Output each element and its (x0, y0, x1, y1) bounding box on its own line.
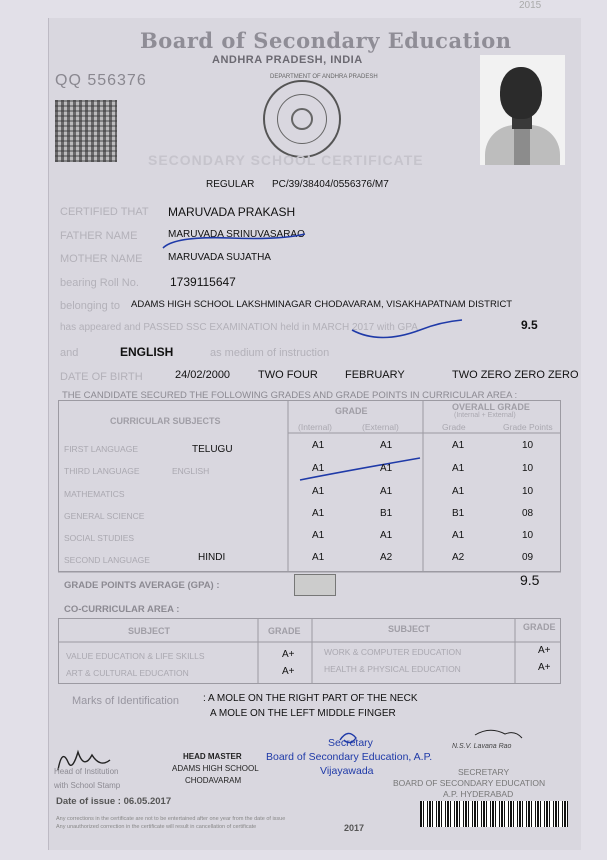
cc-col-subject-right: SUBJECT (388, 624, 431, 634)
row-grade: A2 (452, 552, 465, 563)
roll-number: 1739115647 (170, 275, 236, 289)
row-points: 08 (522, 508, 534, 519)
dob-month-words: FEBRUARY (345, 369, 405, 381)
col-points: Grade Points (503, 422, 553, 432)
row-label: GENERAL SCIENCE (64, 511, 145, 521)
row-points: 10 (522, 440, 534, 451)
row-grade: A1 (452, 486, 465, 497)
candidate-name: MARUVADA PRAKASH (168, 205, 296, 219)
row-external: A1 (380, 530, 393, 541)
cc-col-grade-right: GRADE (523, 622, 556, 632)
row-grade: B1 (452, 508, 465, 519)
row-internal: A1 (312, 552, 325, 563)
row-subject: ENGLISH (172, 466, 210, 476)
curricular-intro: THE CANDIDATE SECURED THE FOLLOWING GRADES AND GRADE POINTS IN CURRICULAR AREA : (62, 390, 518, 401)
col-overall-sub: (Internal + External) (454, 412, 516, 419)
certificate-type: REGULAR (206, 179, 255, 190)
cc-col-grade-left: GRADE (268, 626, 301, 636)
cc-left-grade: A+ (282, 666, 295, 677)
row-internal: A1 (312, 530, 325, 541)
row-points: 09 (522, 552, 534, 563)
footer-year: 2017 (344, 823, 365, 833)
cc-right-subject: WORK & COMPUTER EDUCATION (324, 647, 462, 657)
secretary-board: BOARD OF SECONDARY EDUCATION (393, 778, 546, 788)
hm-stamp-line-3: CHODAVARAM (185, 776, 242, 785)
row-subject: HINDI (198, 552, 226, 563)
gpa-value: 9.5 (520, 572, 540, 588)
row-label: FIRST LANGUAGE (64, 444, 138, 454)
col-grade: GRADE (335, 406, 368, 416)
col-external: (External) (362, 422, 399, 432)
medium: ENGLISH (120, 345, 174, 359)
row-grade: A1 (452, 463, 465, 474)
col-internal: (Internal) (298, 422, 333, 432)
row-internal: A1 (312, 440, 325, 451)
secretary-signature: N.S.V. Lavana Rao (452, 743, 512, 750)
stamp-label: with School Stamp (54, 781, 121, 790)
cc-right-grade: A+ (538, 645, 551, 656)
father-name: MARUVADA SRINUVASARAO (168, 229, 305, 240)
passed-text: has appeared and PASSED SSC EXAMINATION held in MARCH 2017 with GPA (60, 322, 418, 333)
cc-left-subject: VALUE EDUCATION & LIFE SKILLS (66, 651, 205, 661)
belonging-label: belonging to (60, 300, 120, 312)
row-label: MATHEMATICS (64, 489, 125, 499)
dob-label: DATE OF BIRTH (60, 371, 143, 383)
row-external: B1 (380, 508, 393, 519)
certificate-title: SECONDARY SCHOOL CERTIFICATE (148, 152, 424, 168)
secretary-place: A.P. HYDERABAD (443, 789, 514, 799)
issue-date: Date of issue : 06.05.2017 (56, 796, 172, 807)
serial-number: QQ 556376 (55, 72, 147, 89)
hm-stamp-line-1: HEAD MASTER (183, 752, 242, 761)
mother-label: MOTHER NAME (60, 253, 143, 265)
dob-day-words: TWO FOUR (258, 369, 318, 381)
medium-label: as medium of instruction (210, 347, 330, 359)
barcode-icon (420, 801, 568, 827)
and-label: and (60, 347, 79, 359)
row-external: A1 (380, 486, 393, 497)
identification-mark-2: A MOLE ON THE LEFT MIDDLE FINGER (210, 708, 396, 719)
cc-col-subject-left: SUBJECT (128, 626, 171, 636)
cc-right-grade: A+ (538, 662, 551, 673)
row-internal: A1 (312, 486, 325, 497)
cc-left-subject: ART & CULTURAL EDUCATION (66, 668, 189, 678)
row-subject: TELUGU (192, 444, 233, 455)
row-external: A1 (380, 463, 393, 474)
secretary-stamp-3: Vijayawada (320, 765, 374, 777)
footnote-2: Any unauthorized correction in the certificate will result in cancellation of certificate (56, 824, 257, 830)
state-name: ANDHRA PRADESH, INDIA (212, 54, 363, 66)
row-grade: A1 (452, 440, 465, 451)
certified-label: CERTIFIED THAT (60, 206, 149, 218)
secretary-stamp-1: Secretary (328, 737, 373, 749)
roll-label: bearing Roll No. (60, 277, 139, 289)
row-external: A1 (380, 440, 393, 451)
secretary-label: SECRETARY (458, 767, 510, 777)
reference-number: PC/39/38404/0556376/M7 (272, 179, 389, 190)
secretary-stamp-2: Board of Secondary Education, A.P. (266, 751, 433, 763)
row-points: 10 (522, 530, 534, 541)
row-external: A2 (380, 552, 393, 563)
footnote-1: Any corrections in the certificate are not to be entertained after one year from the date of issue (56, 816, 286, 822)
col-grade2: Grade (442, 422, 466, 432)
father-label: FATHER NAME (60, 230, 138, 242)
board-name: Board of Secondary Education (140, 28, 512, 53)
row-label: THIRD LANGUAGE (64, 466, 140, 476)
gpa-inline: 9.5 (521, 318, 538, 332)
seal-caption: DEPARTMENT OF ANDHRA PRADESH (270, 74, 378, 80)
corner-year: 2015 (519, 0, 542, 11)
school-name: ADAMS HIGH SCHOOL LAKSHMINAGAR CHODAVARAM, VISAKHAPATNAM DISTRICT (131, 299, 513, 310)
row-label: SECOND LANGUAGE (64, 555, 150, 565)
mother-name: MARUVADA SUJATHA (168, 252, 271, 263)
row-grade: A1 (452, 530, 465, 541)
dob-year-words: TWO ZERO ZERO ZERO (452, 369, 579, 381)
cc-right-subject: HEALTH & PHYSICAL EDUCATION (324, 664, 461, 674)
institution-label: Head of Institution (54, 767, 119, 776)
hm-stamp-line-2: ADAMS HIGH SCHOOL (172, 764, 259, 773)
row-internal: A1 (312, 508, 325, 519)
co-curricular-title: CO-CURRICULAR AREA : (64, 604, 180, 615)
gpa-label: GRADE POINTS AVERAGE (GPA) : (64, 580, 220, 591)
dob: 24/02/2000 (175, 369, 231, 381)
col-curricular-subjects: CURRICULAR SUBJECTS (110, 416, 221, 426)
row-label: SOCIAL STUDIES (64, 533, 135, 543)
cc-left-grade: A+ (282, 649, 295, 660)
row-points: 10 (522, 486, 534, 497)
row-internal: A1 (312, 463, 325, 474)
identification-mark-1: : A MOLE ON THE RIGHT PART OF THE NECK (203, 693, 418, 704)
identification-label: Marks of Identification (72, 695, 179, 707)
row-points: 10 (522, 463, 534, 474)
col-overall: OVERALL GRADE (452, 402, 530, 412)
